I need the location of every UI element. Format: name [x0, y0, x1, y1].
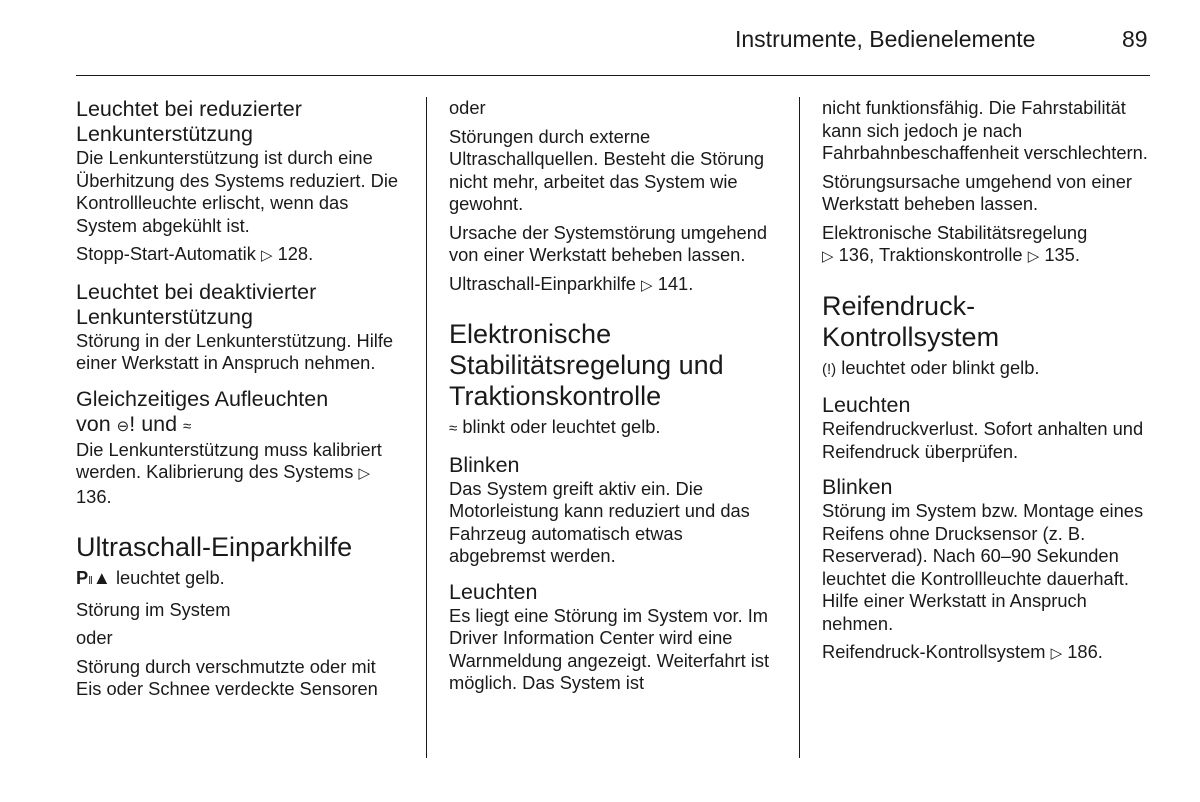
page-reference-arrow-icon: ▷ [1050, 645, 1063, 662]
paragraph-repair: Störungsursache umgehend von einer Werkstatt beheben lassen. [822, 170, 1132, 214]
reference-page: 141. [657, 272, 694, 294]
reference-page: 136, [838, 244, 875, 265]
reference-label: Elektronische Stabilitätsregelung [822, 221, 1088, 243]
paragraph-repair: Ursache der Systemstörung umgehend von einer Werkstatt beheben lassen. [449, 221, 768, 265]
reference-page: 186. [1067, 641, 1103, 662]
page-reference-arrow-icon: ▷ [641, 276, 653, 294]
paragraph-system-fault: Störung im System [76, 598, 231, 620]
steering-warning-icon: ⊖ [116, 417, 130, 435]
heading-part: von [76, 411, 111, 436]
paragraph-text: blinkt oder leuchtet gelb. [462, 416, 661, 437]
page-reference-arrow-icon: ▷ [358, 465, 371, 482]
heading-esc: Elektronische Stabilitätsregelung und Traktionskontrolle [449, 319, 724, 411]
page-number: 89 [1122, 26, 1148, 52]
paragraph-text: Die Lenkunterstützung muss kalibriert werden. Kalibrierung des Systems [76, 438, 382, 482]
skidding-car-icon: ≈ [183, 417, 192, 435]
page-header-title: Instrumente, Bedienelemente [735, 26, 1036, 52]
reference-stopp-start [76, 243, 406, 268]
reference-label: Stopp-Start-Automatik [76, 243, 256, 264]
column-divider-1 [426, 97, 427, 758]
paragraph-blink: Störung im System bzw. Montage eines Reifens ohne Drucksensor (z. B. Reserverad). Nach 60–90 Sekunden leuchtet die Kontrollleuchte dauerhaft. Hilfe einer Werkstatt in Anspruch nehmen. [822, 500, 1144, 634]
heading-reduced-steering: Leuchtet bei reduzierter Lenkunterstützung [76, 97, 302, 146]
paragraph-external-ultrasound: Störungen durch externe Ultraschallquellen. Besteht die Störung nicht mehr, arbeitet das System wie gewohnt. [449, 125, 765, 214]
page-reference-arrow-icon: ▷ [260, 247, 273, 264]
paragraph-text: leuchtet gelb. [115, 567, 225, 588]
paragraph-blink: Das System greift aktiv ein. Die Motorleistung kann reduziert und das Fahrzeug automatisch etwas abgebremst werden. [449, 477, 750, 566]
reference-label: Reifendruck-Kontrollsystem [822, 641, 1046, 662]
tire-pressure-icon: (!) [822, 360, 837, 378]
paragraph-text: leuchtet oder blinkt gelb. [841, 356, 1040, 378]
column-3 [822, 97, 1152, 672]
heading-lit: Leuchten [449, 579, 538, 604]
paragraph-ultrasonic-yellow [76, 567, 406, 593]
paragraph-calibrate [76, 439, 406, 509]
heading-blink: Blinken [449, 452, 520, 477]
reference-label: Ultraschall-Einparkhilfe [449, 272, 636, 294]
reference-page: 135. [1044, 244, 1080, 265]
reference-tpms [822, 641, 1152, 666]
heading-deactivated-steering: Leuchtet bei deaktivierter Lenkunterstützung [76, 279, 317, 329]
heading-lit: Leuchten [822, 393, 911, 417]
paragraph-dirty-sensors: Störung durch verschmutzte oder mit Eis oder Schnee verdeckte Sensoren [76, 655, 378, 699]
parking-assist-icon: P‖▲ [76, 567, 111, 588]
heading-blink: Blinken [822, 475, 893, 499]
paragraph-lit: Es liegt eine Störung im System vor. Im Driver Information Center wird eine Warnmeldung angezeigt. Weiterfahrt ist möglich. Das System ist [449, 604, 770, 693]
paragraph-lit: Reifendruckverlust. Sofort anhalten und Reifendruck überprüfen. [822, 418, 1144, 462]
column-2 [449, 97, 779, 701]
heading-part: Gleichzeitiges Aufleuchten [76, 386, 329, 411]
paragraph-esc-blink [449, 416, 779, 441]
paragraph-continued: nicht funktionsfähig. Die Fahrstabilität kann sich jedoch je nach Fahrbahnbeschaffenheit verschlechtern. [822, 97, 1148, 163]
heading-ultrasonic-parking: Ultraschall-Einparkhilfe [76, 532, 353, 562]
reference-label: Traktionskontrolle [878, 244, 1023, 265]
reference-ultrasonic [449, 273, 779, 298]
reference-page: 128. [277, 243, 314, 264]
paragraph-or: oder [449, 97, 486, 118]
paragraph-or: oder [76, 627, 113, 648]
paragraph-reduced-steering: Die Lenkunterstützung ist durch eine Überhitzung des Systems reduziert. Die Kontrollleuchte erlischt, wenn das System abgekühlt ist. [76, 147, 399, 236]
heading-tpms: Reifendruck-Kontrollsystem [822, 290, 1000, 352]
page-reference-arrow-icon: ▷ [1027, 248, 1040, 265]
heading-part: und [141, 411, 178, 436]
skidding-car-icon: ≈ [449, 420, 458, 437]
column-divider-2 [799, 97, 800, 758]
column-1 [76, 97, 406, 707]
paragraph-tpms-yellow [822, 357, 1152, 382]
page-reference-arrow-icon: ▷ [822, 248, 834, 265]
header-rule [76, 75, 1150, 76]
reference-esc-traction [822, 222, 1152, 269]
reference-page: 136. [76, 485, 112, 507]
paragraph-deactivated-steering: Störung in der Lenkunterstützung. Hilfe einer Werkstatt in Anspruch nehmen. [76, 329, 394, 373]
heading-simultaneous-lights: Gleichzeitiges Aufleuchten von ⊖! und ≈ [76, 386, 329, 436]
